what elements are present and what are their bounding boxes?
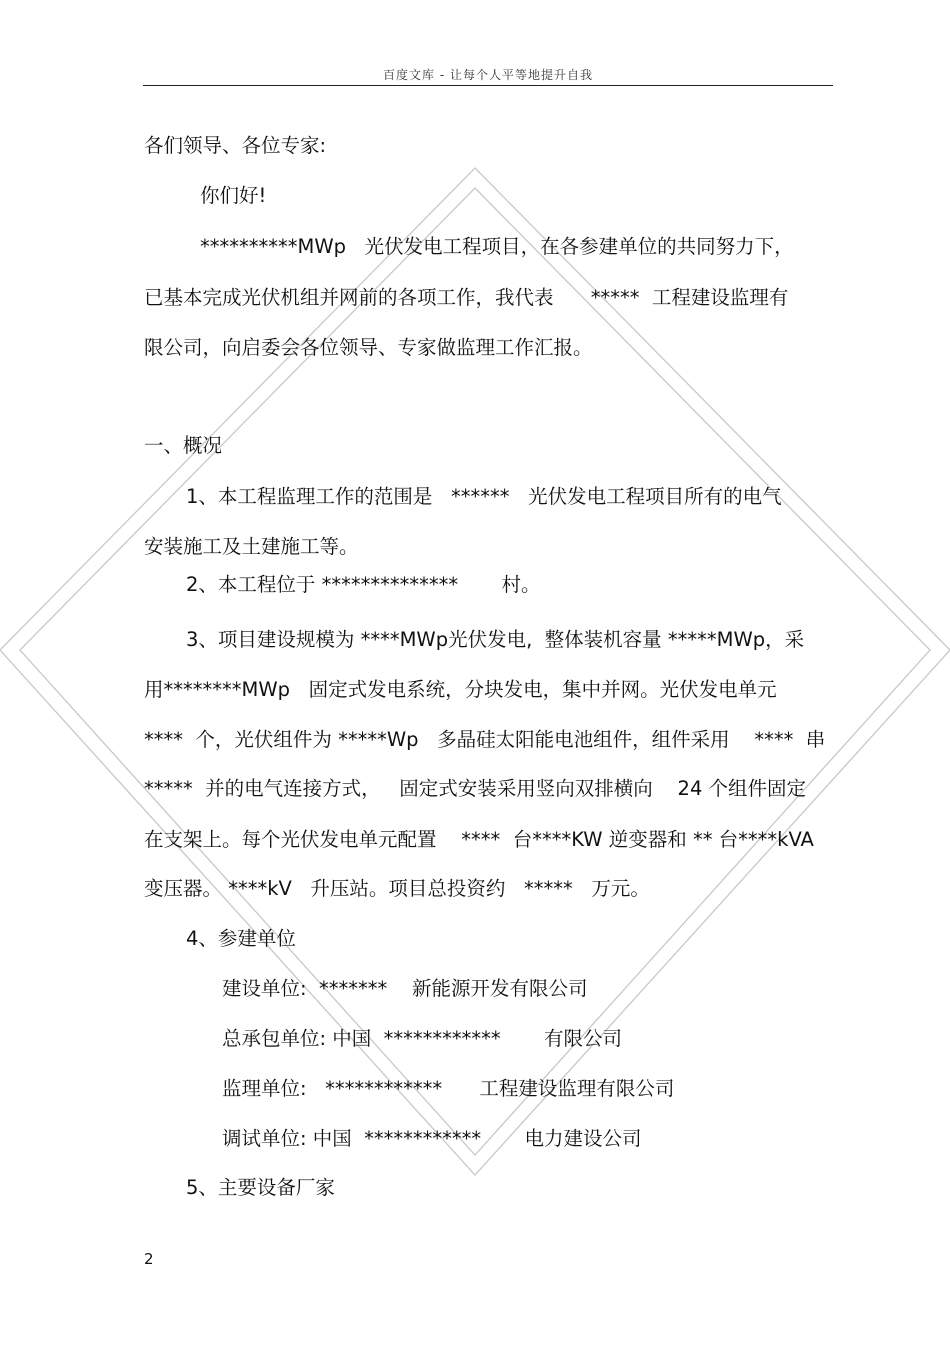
item3-line: ***** 并的电气连接方式， 固定式安装采用竖向双排横向 24 个组件固定 xyxy=(144,777,807,800)
item3-line: 在支架上。每个光伏发电单元配置 **** 台****KW 逆变器和 ** 台****kVA xyxy=(144,828,814,851)
item3-line: 变压器。 ****kV 升压站。项目总投资约 ***** 万元。 xyxy=(144,877,650,900)
intro-line: 限公司，向启委会各位领导、专家做监理工作汇报。 xyxy=(144,336,593,359)
item3-line: **** 个，光伏组件为 *****Wp 多晶硅太阳能电池组件，组件采用 **** 串 xyxy=(144,728,826,751)
greeting: 你们好! xyxy=(200,184,267,207)
page-header: 百度文库 - 让每个人平等地提升自我 xyxy=(383,68,593,82)
unit-line: 监理单位: ************ 工程建设监理有限公司 xyxy=(222,1077,675,1100)
item1-line: 安装施工及土建施工等。 xyxy=(144,535,359,558)
unit-line: 建设单位: ******* 新能源开发有限公司 xyxy=(222,977,588,1000)
unit-line: 总承包单位: 中国 ************ 有限公司 xyxy=(222,1027,623,1050)
item1-line: 1、本工程监理工作的范围是 ****** 光伏发电工程项目所有的电气 xyxy=(186,485,782,508)
item3-line: 用********MWp 固定式发电系统，分块发电，集中并网。光伏发电单元 xyxy=(144,678,777,701)
item2-line: 2、本工程位于 ************** 村。 xyxy=(186,573,541,596)
item5-heading: 5、主要设备厂家 xyxy=(186,1176,335,1199)
page-number: 2 xyxy=(144,1250,154,1268)
unit-line: 调试单位: 中国 ************ 电力建设公司 xyxy=(222,1127,642,1150)
intro-line: **********MWp 光伏发电工程项目，在各参建单位的共同努力下， xyxy=(200,235,794,258)
item3-line: 3、项目建设规模为 ****MWp光伏发电, 整体装机容量 *****MWp，采 xyxy=(186,628,805,651)
intro-line: 已基本完成光伏机组并网前的各项工作，我代表 ***** 工程建设监理有 xyxy=(144,286,789,309)
salutation: 各们领导、各位专家: xyxy=(144,134,327,157)
header-divider xyxy=(143,85,833,86)
item4-heading: 4、参建单位 xyxy=(186,927,296,950)
section-heading: 一、概况 xyxy=(144,434,223,457)
